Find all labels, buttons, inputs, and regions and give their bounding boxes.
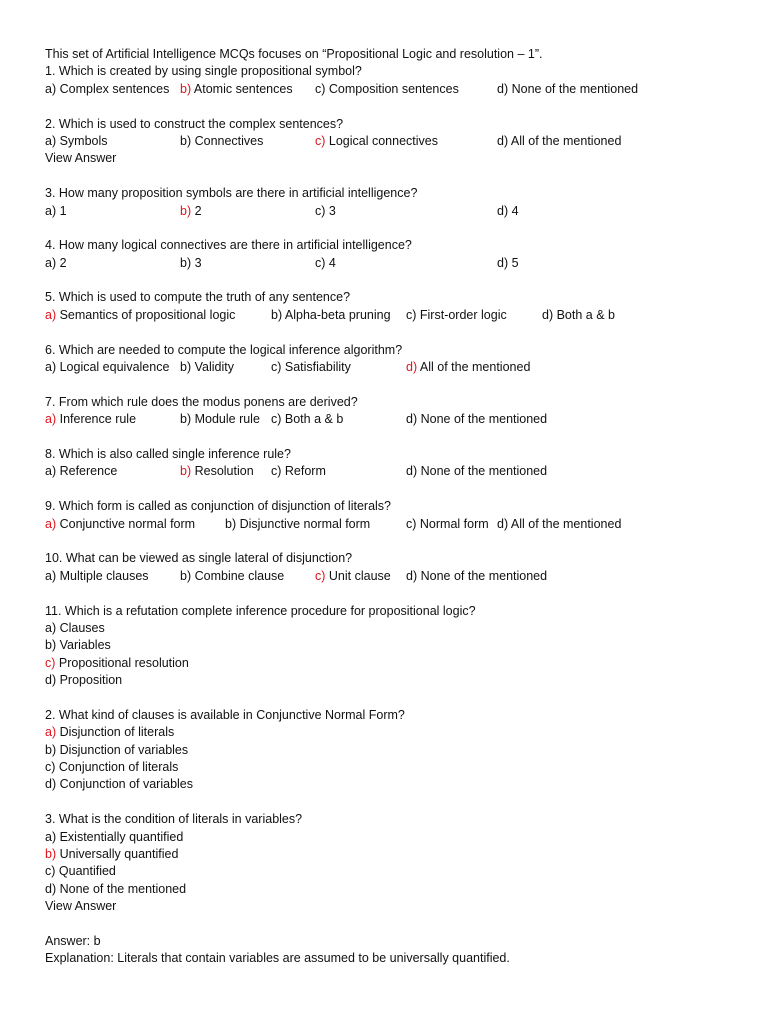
option-text: Propositional resolution <box>55 655 189 670</box>
question-block <box>45 603 745 690</box>
option-text: Both a & b <box>281 412 344 427</box>
options-row <box>45 568 745 585</box>
options-row <box>45 411 745 428</box>
option-text: Complex sentences <box>56 81 170 96</box>
question-text: 11. Which is a refutation complete inference procedure for propositional logic? <box>45 603 476 618</box>
option-letter: c) <box>45 655 56 670</box>
question-spacer <box>45 168 745 185</box>
option-d <box>406 568 547 585</box>
question-block <box>45 707 745 794</box>
option-letter: c) <box>271 464 282 479</box>
option-letter: d) <box>406 464 418 479</box>
question-text: 7. From which rule does the modus ponens are derived? <box>45 394 358 409</box>
options-row <box>45 255 745 272</box>
option-c <box>315 255 336 272</box>
option-letter: c) <box>406 307 417 322</box>
option-letter: b) <box>180 255 192 270</box>
option-letter: d) <box>497 203 509 218</box>
option-text: Combine clause <box>191 568 285 583</box>
question-spacer <box>45 324 745 341</box>
option-b <box>180 255 202 272</box>
question-spacer <box>45 98 745 115</box>
option-text: Normal form <box>416 516 489 531</box>
option-d <box>406 411 547 428</box>
option-letter: b) <box>180 203 192 218</box>
question-block <box>45 498 745 533</box>
option-b <box>180 359 234 376</box>
option-letter: d) <box>542 307 554 322</box>
options-row <box>45 203 745 220</box>
options-row <box>45 359 745 376</box>
option-text: 1 <box>56 203 67 218</box>
option-a <box>45 829 745 846</box>
option-text: Disjunctive normal form <box>236 516 371 531</box>
option-text: Both a & b <box>553 307 615 322</box>
option-a <box>45 568 149 585</box>
option-letter: d) <box>406 360 418 375</box>
option-letter: b) <box>180 360 192 375</box>
option-letter: c) <box>315 203 326 218</box>
option-c <box>406 516 489 533</box>
explanation-text: Explanation: Literals that contain variables are assumed to be universally quantified. <box>45 951 510 966</box>
option-letter: b) <box>45 638 57 653</box>
question-spacer <box>45 272 745 289</box>
option-text: None of the mentioned <box>508 81 639 96</box>
option-text: Connectives <box>191 133 264 148</box>
option-b <box>271 307 391 324</box>
option-text: 5 <box>508 255 519 270</box>
option-c <box>271 411 343 428</box>
option-b <box>180 411 260 428</box>
option-d <box>497 81 638 98</box>
option-text: Symbols <box>56 133 108 148</box>
option-b <box>180 203 202 220</box>
option-c <box>45 655 745 672</box>
question-text: 5. Which is used to compute the truth of any sentence? <box>45 290 351 305</box>
option-b <box>180 463 254 480</box>
option-a <box>45 724 745 741</box>
option-text: None of the mentioned <box>56 881 187 896</box>
option-d <box>542 307 615 324</box>
option-text: 2 <box>56 255 67 270</box>
option-letter: c) <box>315 133 326 148</box>
question-text: 2. What kind of clauses is available in Conjunctive Normal Form? <box>45 707 405 722</box>
option-letter: a) <box>45 360 57 375</box>
option-letter: c) <box>45 760 56 775</box>
option-d <box>497 133 621 150</box>
options-row <box>45 307 745 324</box>
option-d <box>406 463 547 480</box>
question-block <box>45 185 745 220</box>
option-letter: a) <box>45 568 57 583</box>
option-letter: c) <box>315 255 326 270</box>
option-text: Logical equivalence <box>56 360 170 375</box>
options-row <box>45 81 745 98</box>
option-text: Satisfiability <box>281 360 351 375</box>
option-a <box>45 307 235 324</box>
question-block <box>45 446 745 481</box>
option-letter: b) <box>225 516 237 531</box>
mcq-document <box>45 46 745 968</box>
option-text: 2 <box>191 203 202 218</box>
option-a <box>45 463 117 480</box>
option-text: Alpha-beta pruning <box>282 307 391 322</box>
option-letter: b) <box>180 133 192 148</box>
option-text: Conjunctive normal form <box>56 516 196 531</box>
option-d <box>497 255 519 272</box>
option-letter: d) <box>45 673 57 688</box>
option-text: First-order logic <box>416 307 507 322</box>
option-letter: a) <box>45 203 57 218</box>
option-text: Conjunction of variables <box>56 777 194 792</box>
option-c <box>315 568 391 585</box>
option-text: Disjunction of literals <box>56 725 175 740</box>
option-a <box>45 81 169 98</box>
option-text: Unit clause <box>325 568 391 583</box>
option-text: 3 <box>325 203 336 218</box>
option-letter: d) <box>406 568 418 583</box>
option-letter: c) <box>406 516 417 531</box>
option-c <box>45 759 745 776</box>
intro-text: This set of Artificial Intelligence MCQs focuses on “Propositional Logic and resolution – 1”. <box>45 47 543 61</box>
option-text: All of the mentioned <box>508 133 622 148</box>
options-row <box>45 516 745 533</box>
option-a <box>45 133 108 150</box>
question-list <box>45 63 745 967</box>
option-text: Logical connectives <box>325 133 438 148</box>
option-text: Semantics of propositional logic <box>56 307 236 322</box>
question-block <box>45 342 745 377</box>
question-text: 8. Which is also called single inference rule? <box>45 446 291 461</box>
option-letter: a) <box>45 307 57 322</box>
option-a <box>45 620 745 637</box>
option-letter: d) <box>45 777 57 792</box>
option-c <box>315 203 336 220</box>
option-text: Reference <box>56 464 118 479</box>
option-a <box>45 411 136 428</box>
option-text: Conjunction of literals <box>55 760 179 775</box>
option-text: None of the mentioned <box>417 568 548 583</box>
option-letter: b) <box>45 846 57 861</box>
option-a <box>45 516 195 533</box>
option-letter: b) <box>180 412 192 427</box>
option-d <box>497 516 621 533</box>
option-letter: a) <box>45 725 57 740</box>
option-letter: d) <box>45 881 57 896</box>
option-text: Inference rule <box>56 412 137 427</box>
question-text: 4. How many logical connectives are there in artificial intelligence? <box>45 238 412 253</box>
option-letter: b) <box>45 742 57 757</box>
option-text: None of the mentioned <box>417 464 548 479</box>
option-text: Clauses <box>56 620 105 635</box>
answer-text: Answer: b <box>45 933 101 948</box>
option-text: Disjunction of variables <box>56 742 189 757</box>
option-text: Module rule <box>191 412 260 427</box>
view-answer-link[interactable]: View Answer <box>45 151 117 166</box>
option-text: 3 <box>191 255 202 270</box>
option-a <box>45 255 67 272</box>
option-c <box>271 463 326 480</box>
option-text: Resolution <box>191 464 254 479</box>
option-a <box>45 359 169 376</box>
question-block <box>45 63 745 98</box>
option-text: Composition sentences <box>325 81 459 96</box>
question-block <box>45 116 745 168</box>
option-text: Validity <box>191 360 234 375</box>
option-b <box>180 81 293 98</box>
option-letter: d) <box>497 81 509 96</box>
option-letter: a) <box>45 464 57 479</box>
option-letter: d) <box>497 516 509 531</box>
option-c <box>271 359 351 376</box>
question-block <box>45 289 745 324</box>
option-text: Atomic sentences <box>191 81 293 96</box>
option-d <box>497 203 519 220</box>
option-c <box>406 307 507 324</box>
option-letter: a) <box>45 81 57 96</box>
option-letter: d) <box>497 133 509 148</box>
question-text: 6. Which are needed to compute the logical inference algorithm? <box>45 342 403 357</box>
question-text: 2. Which is used to construct the complex sentences? <box>45 116 344 131</box>
option-letter: b) <box>271 307 283 322</box>
option-letter: c) <box>271 360 282 375</box>
option-letter: a) <box>45 412 57 427</box>
option-letter: d) <box>406 412 418 427</box>
option-text: Variables <box>56 638 111 653</box>
option-b <box>45 846 745 863</box>
option-a <box>45 203 67 220</box>
option-b <box>45 637 745 654</box>
option-c <box>45 863 745 880</box>
question-block <box>45 550 745 585</box>
options-row <box>45 463 745 480</box>
question-text: 9. Which form is called as conjunction of disjunction of literals? <box>45 499 391 514</box>
option-text: Reform <box>281 464 326 479</box>
question-spacer <box>45 429 745 446</box>
option-letter: a) <box>45 516 57 531</box>
option-text: 4 <box>325 255 336 270</box>
question-spacer <box>45 689 745 706</box>
option-text: All of the mentioned <box>508 516 622 531</box>
question-spacer <box>45 220 745 237</box>
question-text: 3. How many proposition symbols are there in artificial intelligence? <box>45 186 418 201</box>
options-row <box>45 133 745 150</box>
question-spacer <box>45 794 745 811</box>
option-letter: b) <box>180 568 192 583</box>
option-letter: c) <box>271 412 282 427</box>
option-text: Universally quantified <box>56 846 179 861</box>
option-d <box>406 359 530 376</box>
option-b <box>45 742 745 759</box>
option-d <box>45 672 745 689</box>
option-letter: c) <box>315 568 326 583</box>
option-letter: d) <box>497 255 509 270</box>
option-b <box>180 568 284 585</box>
option-text: Quantified <box>55 864 116 879</box>
option-d <box>45 776 745 793</box>
question-spacer <box>45 481 745 498</box>
question-text: 1. Which is created by using single propositional symbol? <box>45 64 362 79</box>
option-c <box>315 81 459 98</box>
question-block <box>45 394 745 429</box>
view-answer-link[interactable]: View Answer <box>45 899 117 914</box>
blank-line <box>45 916 745 933</box>
question-text: 3. What is the condition of literals in variables? <box>45 812 303 827</box>
option-text: Existentially quantified <box>56 829 184 844</box>
question-block <box>45 237 745 272</box>
option-text: All of the mentioned <box>417 360 531 375</box>
option-letter: c) <box>315 81 326 96</box>
option-text: 4 <box>508 203 519 218</box>
question-spacer <box>45 376 745 393</box>
option-letter: a) <box>45 829 57 844</box>
question-block <box>45 811 745 968</box>
option-letter: a) <box>45 620 57 635</box>
option-letter: b) <box>180 81 192 96</box>
option-letter: a) <box>45 133 57 148</box>
option-text: None of the mentioned <box>417 412 548 427</box>
option-text: Proposition <box>56 673 123 688</box>
option-letter: b) <box>180 464 192 479</box>
option-b <box>225 516 370 533</box>
option-letter: c) <box>45 864 56 879</box>
question-spacer <box>45 533 745 550</box>
question-text: 10. What can be viewed as single lateral of disjunction? <box>45 551 353 566</box>
option-text: Multiple clauses <box>56 568 149 583</box>
option-letter: a) <box>45 255 57 270</box>
question-spacer <box>45 585 745 602</box>
option-c <box>315 133 438 150</box>
option-b <box>180 133 263 150</box>
option-d <box>45 881 745 898</box>
